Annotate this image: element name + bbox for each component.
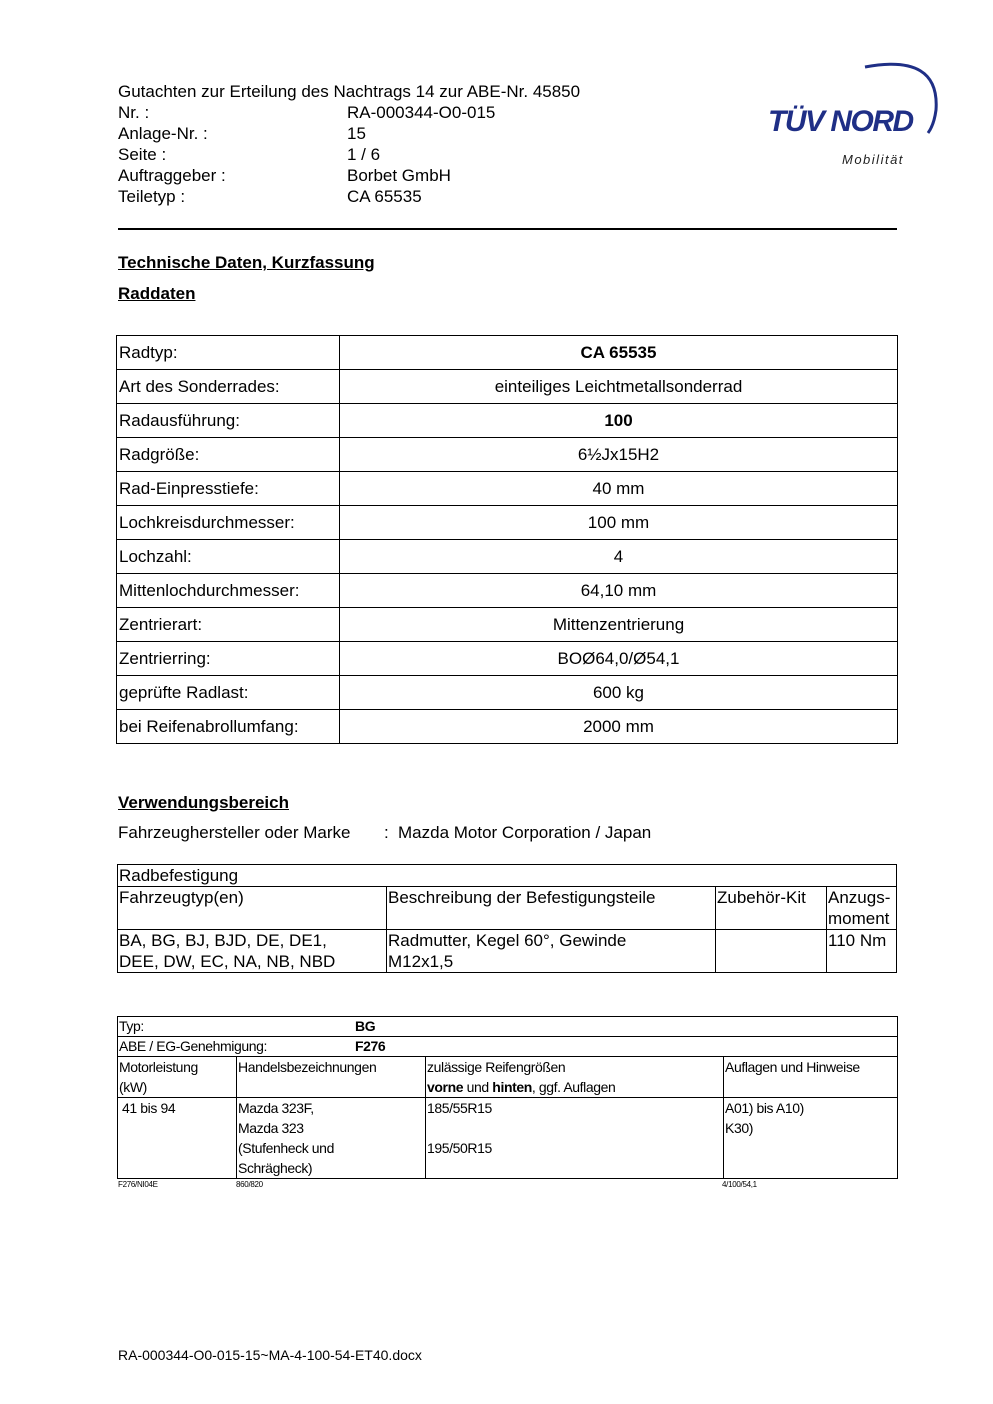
section-raddaten: Raddaten [118, 284, 196, 303]
raddaten-label: Zentrierart: [117, 608, 340, 642]
table-row [117, 676, 898, 710]
hersteller-label: Fahrzeughersteller oder Marke [118, 823, 351, 842]
raddaten-label: geprüfte Radlast: [117, 676, 340, 710]
table-row [118, 1098, 898, 1179]
typ-label: Typ: [119, 1018, 144, 1034]
logo-brand-text: TÜV NORD [768, 105, 913, 138]
abe-value: F276 [355, 1038, 386, 1054]
raddaten-label: Art des Sonderrades: [117, 370, 340, 404]
table-row [117, 710, 898, 744]
cell-handelsbezeichnungen: Mazda 323F, Mazda 323 (Stufenheck und Schrägheck) [237, 1098, 426, 1179]
section-verwendungsbereich: Verwendungsbereich [118, 793, 289, 812]
cell-auflagen: A01) bis A10) K30) [724, 1098, 898, 1179]
typ-row [118, 1017, 898, 1037]
field-label-nr: Nr. : [118, 103, 150, 122]
hersteller-separator: : [384, 823, 389, 842]
cell-zubehoer-kit [716, 930, 827, 973]
header-beschreibung: Beschreibung der Befestigungsteile [387, 887, 716, 930]
cell-beschreibung: Radmutter, Kegel 60°, Gewinde M12x1,5 [387, 930, 716, 973]
raddaten-value: 100 mm [340, 506, 898, 540]
raddaten-value: 4 [340, 540, 898, 574]
raddaten-value: CA 65535 [340, 336, 898, 370]
field-label-teiletyp: Teiletyp : [118, 187, 186, 206]
raddaten-label: Mittenlochdurchmesser: [117, 574, 340, 608]
raddaten-label: Rad-Einpresstiefe: [117, 472, 340, 506]
raddaten-label: Radtyp: [117, 336, 340, 370]
table-row [117, 438, 898, 472]
col-motorleistung: Motorleistung (kW) [118, 1057, 237, 1098]
raddaten-value: 6½Jx15H2 [340, 438, 898, 472]
field-value-anlage: 15 [347, 124, 366, 143]
header-fahrzeugtypen: Fahrzeugtyp(en) [118, 887, 387, 930]
raddaten-value: 64,10 mm [340, 574, 898, 608]
logo-sub-text: Mobilität [842, 152, 904, 167]
table-row [117, 608, 898, 642]
table-row [117, 540, 898, 574]
col-auflagen: Auflagen und Hinweise [724, 1057, 898, 1098]
header-anzugsmoment: Anzugs- moment [827, 887, 897, 930]
raddaten-table [116, 335, 898, 744]
raddaten-label: Zentrierring: [117, 642, 340, 676]
table-row [118, 930, 897, 973]
header-divider [118, 228, 897, 230]
table-row [117, 404, 898, 438]
raddaten-label: Lochzahl: [117, 540, 340, 574]
table-row [117, 642, 898, 676]
section-technische-daten: Technische Daten, Kurzfassung [118, 253, 375, 272]
raddaten-value: 100 [340, 404, 898, 438]
raddaten-label: Radausführung: [117, 404, 340, 438]
radbefestigung-table [117, 864, 897, 973]
abe-row [118, 1037, 898, 1057]
col-handelsbezeichnungen: Handelsbezeichnungen [237, 1057, 426, 1098]
table-row [117, 574, 898, 608]
raddaten-value: einteiliges Leichtmetallsonderrad [340, 370, 898, 404]
cell-fahrzeugtypen: BA, BG, BJ, BJD, DE, DE1, DEE, DW, EC, NA, NB, NBD [118, 930, 387, 973]
hersteller-value: Mazda Motor Corporation / Japan [398, 823, 652, 842]
field-value-teiletyp: CA 65535 [347, 187, 422, 206]
abe-label: ABE / EG-Genehmigung: [119, 1038, 268, 1054]
footer-filename: RA-000344-O0-015-15~MA-4-100-54-ET40.docx [118, 1347, 422, 1363]
field-label-seite: Seite : [118, 145, 167, 164]
field-value-nr: RA-000344-O0-015 [347, 103, 496, 122]
typ-value: BG [355, 1018, 376, 1034]
typ-foot-code-a: F276/NI04E [118, 1180, 158, 1189]
cell-reifengroessen: 185/55R15 195/50R15 [426, 1098, 724, 1179]
typ-table [117, 1016, 898, 1179]
table-row [117, 506, 898, 540]
raddaten-value: Mittenzentrierung [340, 608, 898, 642]
raddaten-label: bei Reifenabrollumfang: [117, 710, 340, 744]
cell-motorleistung: 41 bis 94 [118, 1098, 237, 1179]
table-row [117, 336, 898, 370]
col-reifengroessen: zulässige Reifengrößen vorne und hinten, ggf. Auflagen [426, 1057, 724, 1098]
field-value-seite: 1 / 6 [347, 145, 381, 164]
field-value-auftraggeber: Borbet GmbH [347, 166, 451, 185]
raddaten-value: 40 mm [340, 472, 898, 506]
raddaten-label: Radgröße: [117, 438, 340, 472]
field-label-anlage: Anlage-Nr. : [118, 124, 208, 143]
raddaten-label: Lochkreisdurchmesser: [117, 506, 340, 540]
raddaten-value: 2000 mm [340, 710, 898, 744]
table-row [117, 370, 898, 404]
typ-foot-code-c: 4/100/54,1 [722, 1180, 757, 1189]
document-title: Gutachten zur Erteilung des Nachtrags 14 zur ABE-Nr. 45850 [118, 82, 581, 101]
typ-foot-code-b: 860/820 [236, 1180, 263, 1189]
tuev-nord-logo [760, 55, 945, 175]
cell-anzugsmoment: 110 Nm [827, 930, 897, 973]
befestigung-title: Radbefestigung [118, 865, 897, 887]
field-label-auftraggeber: Auftraggeber : [118, 166, 226, 185]
raddaten-value: BOØ64,0/Ø54,1 [340, 642, 898, 676]
header-zubehoer-kit: Zubehör-Kit [716, 887, 827, 930]
table-row [117, 472, 898, 506]
raddaten-value: 600 kg [340, 676, 898, 710]
